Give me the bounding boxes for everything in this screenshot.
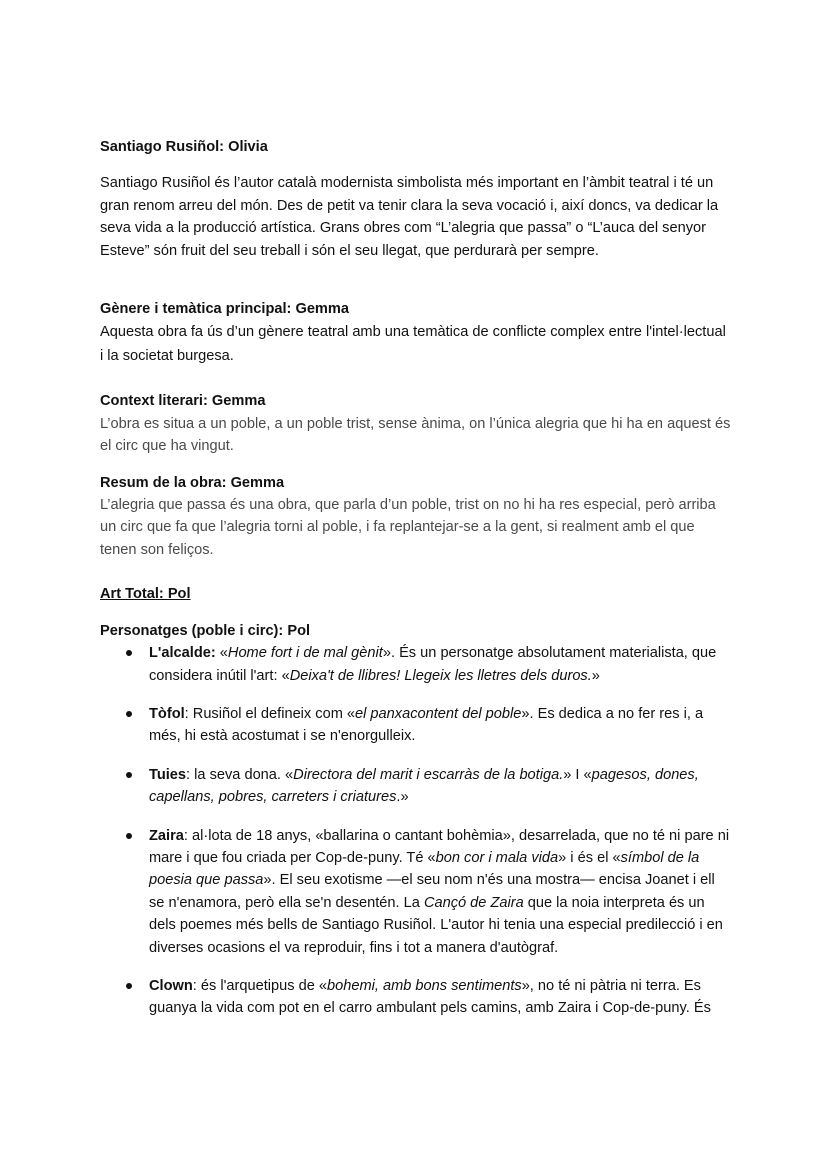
character-text: que la noia interpreta és un dels poemes més bells de Santiago Rusiñol. L'autor hi tenia una especial predilecció i en diverses ocasions el va reproduir, fins i tot a manera d'autògraf. [149,894,723,956]
character-text: .» [396,789,409,806]
section-heading-resum: Resum de la obra: Gemma [100,474,285,491]
character-text: » I « [563,766,592,783]
section-heading-autor: Santiago Rusiñol: Olivia [100,139,268,155]
section-heading-personatges: Personatges (poble i circ): Pol [100,622,311,639]
character-name: L'alcalde: [149,645,216,662]
character-text: ». El seu exotisme —el seu nom n'és una mostra— encisa Joanet i ell se n'enamora, però ella se'n desentén. La [149,872,715,911]
list-item [149,975,732,1020]
character-quote: bon cor i mala vida [435,849,559,866]
section-heading-art-total: Art Total: Pol [100,586,191,603]
character-quote: Directora del marit i escarràs de la botiga. [293,766,564,783]
section-body-resum: L’alegria que passa és una obra, que parla d’un poble, trist on no hi ha res especial, però arriba un circ que fa que l’alegria torni al poble, i fa replantejar-se a la gent, si realment amb el que tenen son feliços. [100,497,716,558]
list-item [149,642,732,687]
list-item [149,764,732,809]
section-body-context: L’obra es situa a un poble, a un poble trist, sense ànima, on l’única alegria que hi ha en aquest és el circ que ha vingut. [100,415,731,455]
character-name: Tòfol [149,705,185,722]
character-quote: símbol de la poesia que passa [149,849,700,889]
section-heading-genere: Gènere i temàtica principal: Gemma [100,301,349,318]
section-body-autor: Santiago Rusiñol és l’autor català modernista simbolista més important en l’àmbit teatral i té un gran renom arreu del món. Des de petit va tenir clara la seva vocació i, així doncs, va dedicar la seva vida a la producció artística. Grans obres com “L’alegria que passa” o “L’auca del senyor Esteve” són fruit del seu treball i són el seu llegat, que perdurarà per sempre. [100,175,719,259]
list-item [149,703,732,748]
character-quote: Cançó de Zaira [423,894,524,911]
character-quote: el panxacontent del poble [355,705,522,722]
character-text: : al·lota de 18 anys, «ballarina o cantant bohèmia», desarrelada, que no té ni pare ni mare i que fou criada per Cop-de-puny. Té « [149,827,730,866]
character-text: ». Es dedica a no fer res i, a més, hi està acostumat i se n'enorgulleix. [149,705,704,745]
character-text: », no té ni pàtria ni terra. Es guanya la vida com pot en el carro ambulant pels camins, amb Zaira i Cop-de-puny. És [149,977,711,1017]
character-quote: Deixa't de llibres! Llegeix les lletres dels duros. [289,667,592,684]
character-name: Clown [149,977,193,994]
section-heading-context: Context literari: Gemma [100,393,266,410]
character-quote: bohemi, amb bons sentiments [327,977,522,994]
character-text: « [215,645,228,662]
character-quote: pagesos, dones, capellans, pobres, carreters i criatures [149,766,699,806]
character-quote: Home fort i de mal gènit [227,645,383,662]
character-name: Tuies [149,766,187,783]
character-text: ». És un personatge absolutament materialista, que considera inútil l'art: « [149,645,717,684]
character-text: » i és el « [558,849,621,866]
character-text: : Rusiñol el defineix com « [184,705,356,722]
section-body-genere: Aquesta obra fa ús d’un gènere teatral amb una temàtica de conflicte complex entre l'intel·lectual i la societat burgesa. [100,324,726,365]
character-list [100,642,732,1020]
character-text: : la seva dona. « [186,766,294,783]
list-item [149,825,732,959]
character-text: : és l'arquetipus de « [192,977,327,994]
character-text: » [591,667,600,684]
character-name: Zaira [149,827,184,844]
document-content [100,136,732,1036]
